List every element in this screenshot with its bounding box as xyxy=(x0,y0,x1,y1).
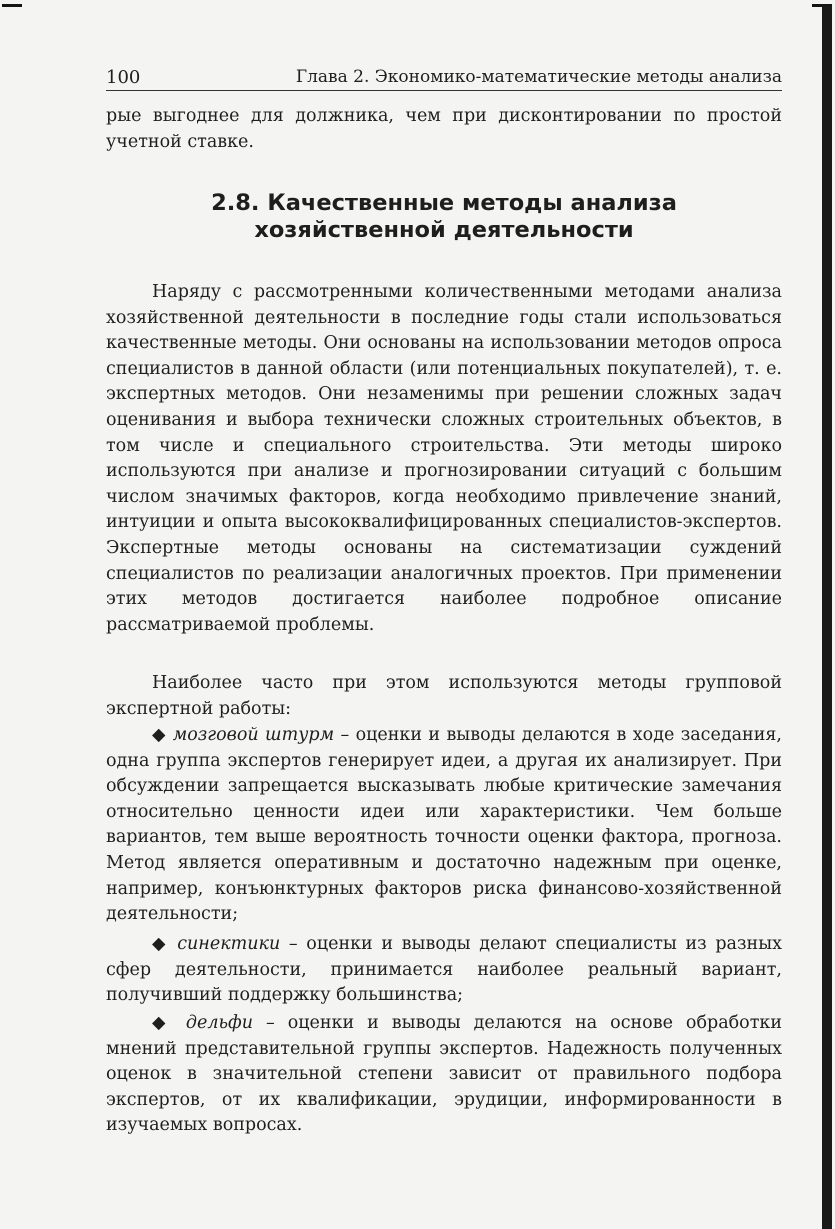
scan-page-edge-shadow xyxy=(822,6,832,1229)
section-title-line-1: 2.8. Качественные методы анализа xyxy=(211,190,677,216)
bullet-item-delphi xyxy=(106,1011,782,1139)
diamond-bullet-icon: ◆ xyxy=(152,1013,173,1033)
chapter-title: Глава 2. Экономико-математические методы анализа xyxy=(295,67,782,87)
bullet-item-brainstorm xyxy=(106,723,782,928)
diamond-bullet-icon: ◆ xyxy=(152,934,169,954)
bullet-item-synectics xyxy=(106,932,782,1009)
bullet-text: – оценки и выводы делают специалисты из разных сфер деятельности, принимается наиболее реальный вариант, получивший поддержку большинства; xyxy=(106,934,782,1006)
bullet-term: синектики xyxy=(177,934,281,954)
intro-paragraph: Наряду с рассмотренными количественными методами анализа хозяйственной деятельности в последние годы стали использоваться качественные методы. Они основаны на использовании методов опроса специалистов в данной области (или потенциальных покупателей), т. е. экспертных методов. Они незаменимы при решении сложных задач оценивания и выбора технически сложных строительных объектов, в том числе и специального строительства. Эти методы широко используются при анализе и прогнозировании ситуаций с большим числом значимых факторов, когда необходимо привлечение знаний, интуиции и опыта высококвалифицированных специалистов-экспертов. Экспертные методы основаны на систематизации суждений специалистов по реализации аналогичных проектов. При применении этих методов достигается наиболее подробное описание рассматриваемой проблемы. xyxy=(106,282,782,635)
continuation-paragraph: рые выгоднее для должника, чем при дисконтировании по простой учетной ставке. xyxy=(106,106,782,152)
diamond-bullet-icon: ◆ xyxy=(152,725,167,745)
methods-lead-paragraph: Наиболее часто при этом используются методы групповой экспертной работы: xyxy=(106,673,782,719)
page-number: 100 xyxy=(106,67,141,88)
section-title-line-2: хозяйственной деятельности xyxy=(254,217,634,243)
section-title xyxy=(106,190,782,244)
bullet-term: мозговой штурм xyxy=(172,725,335,745)
bullet-term: дельфи xyxy=(185,1013,253,1033)
bullet-text: – оценки и выводы делаются на основе обработки мнений представительной группы экспертов. Надежность полученных оценок в значительной степени зависит от правильного подбора экспертов, от их квалификации, эрудиции, информированности в изучаемых вопросах. xyxy=(106,1013,782,1136)
bullet-text: – оценки и выводы делаются в ходе заседания, одна группа экспертов генерирует идеи, а другая их анализирует. При обсуждении запрещается высказывать любые критические замечания относительно ценности идеи или характеристики. Чем больше вариантов, тем выше вероятность точности оценки фактора, прогноза. Метод является оперативным и достаточно надежным при оценке, например, конъюнктурных факторов риска финансово-хозяйственной деятельности; xyxy=(106,725,782,925)
running-header xyxy=(106,64,782,91)
scan-edge-mark-left xyxy=(2,4,22,7)
